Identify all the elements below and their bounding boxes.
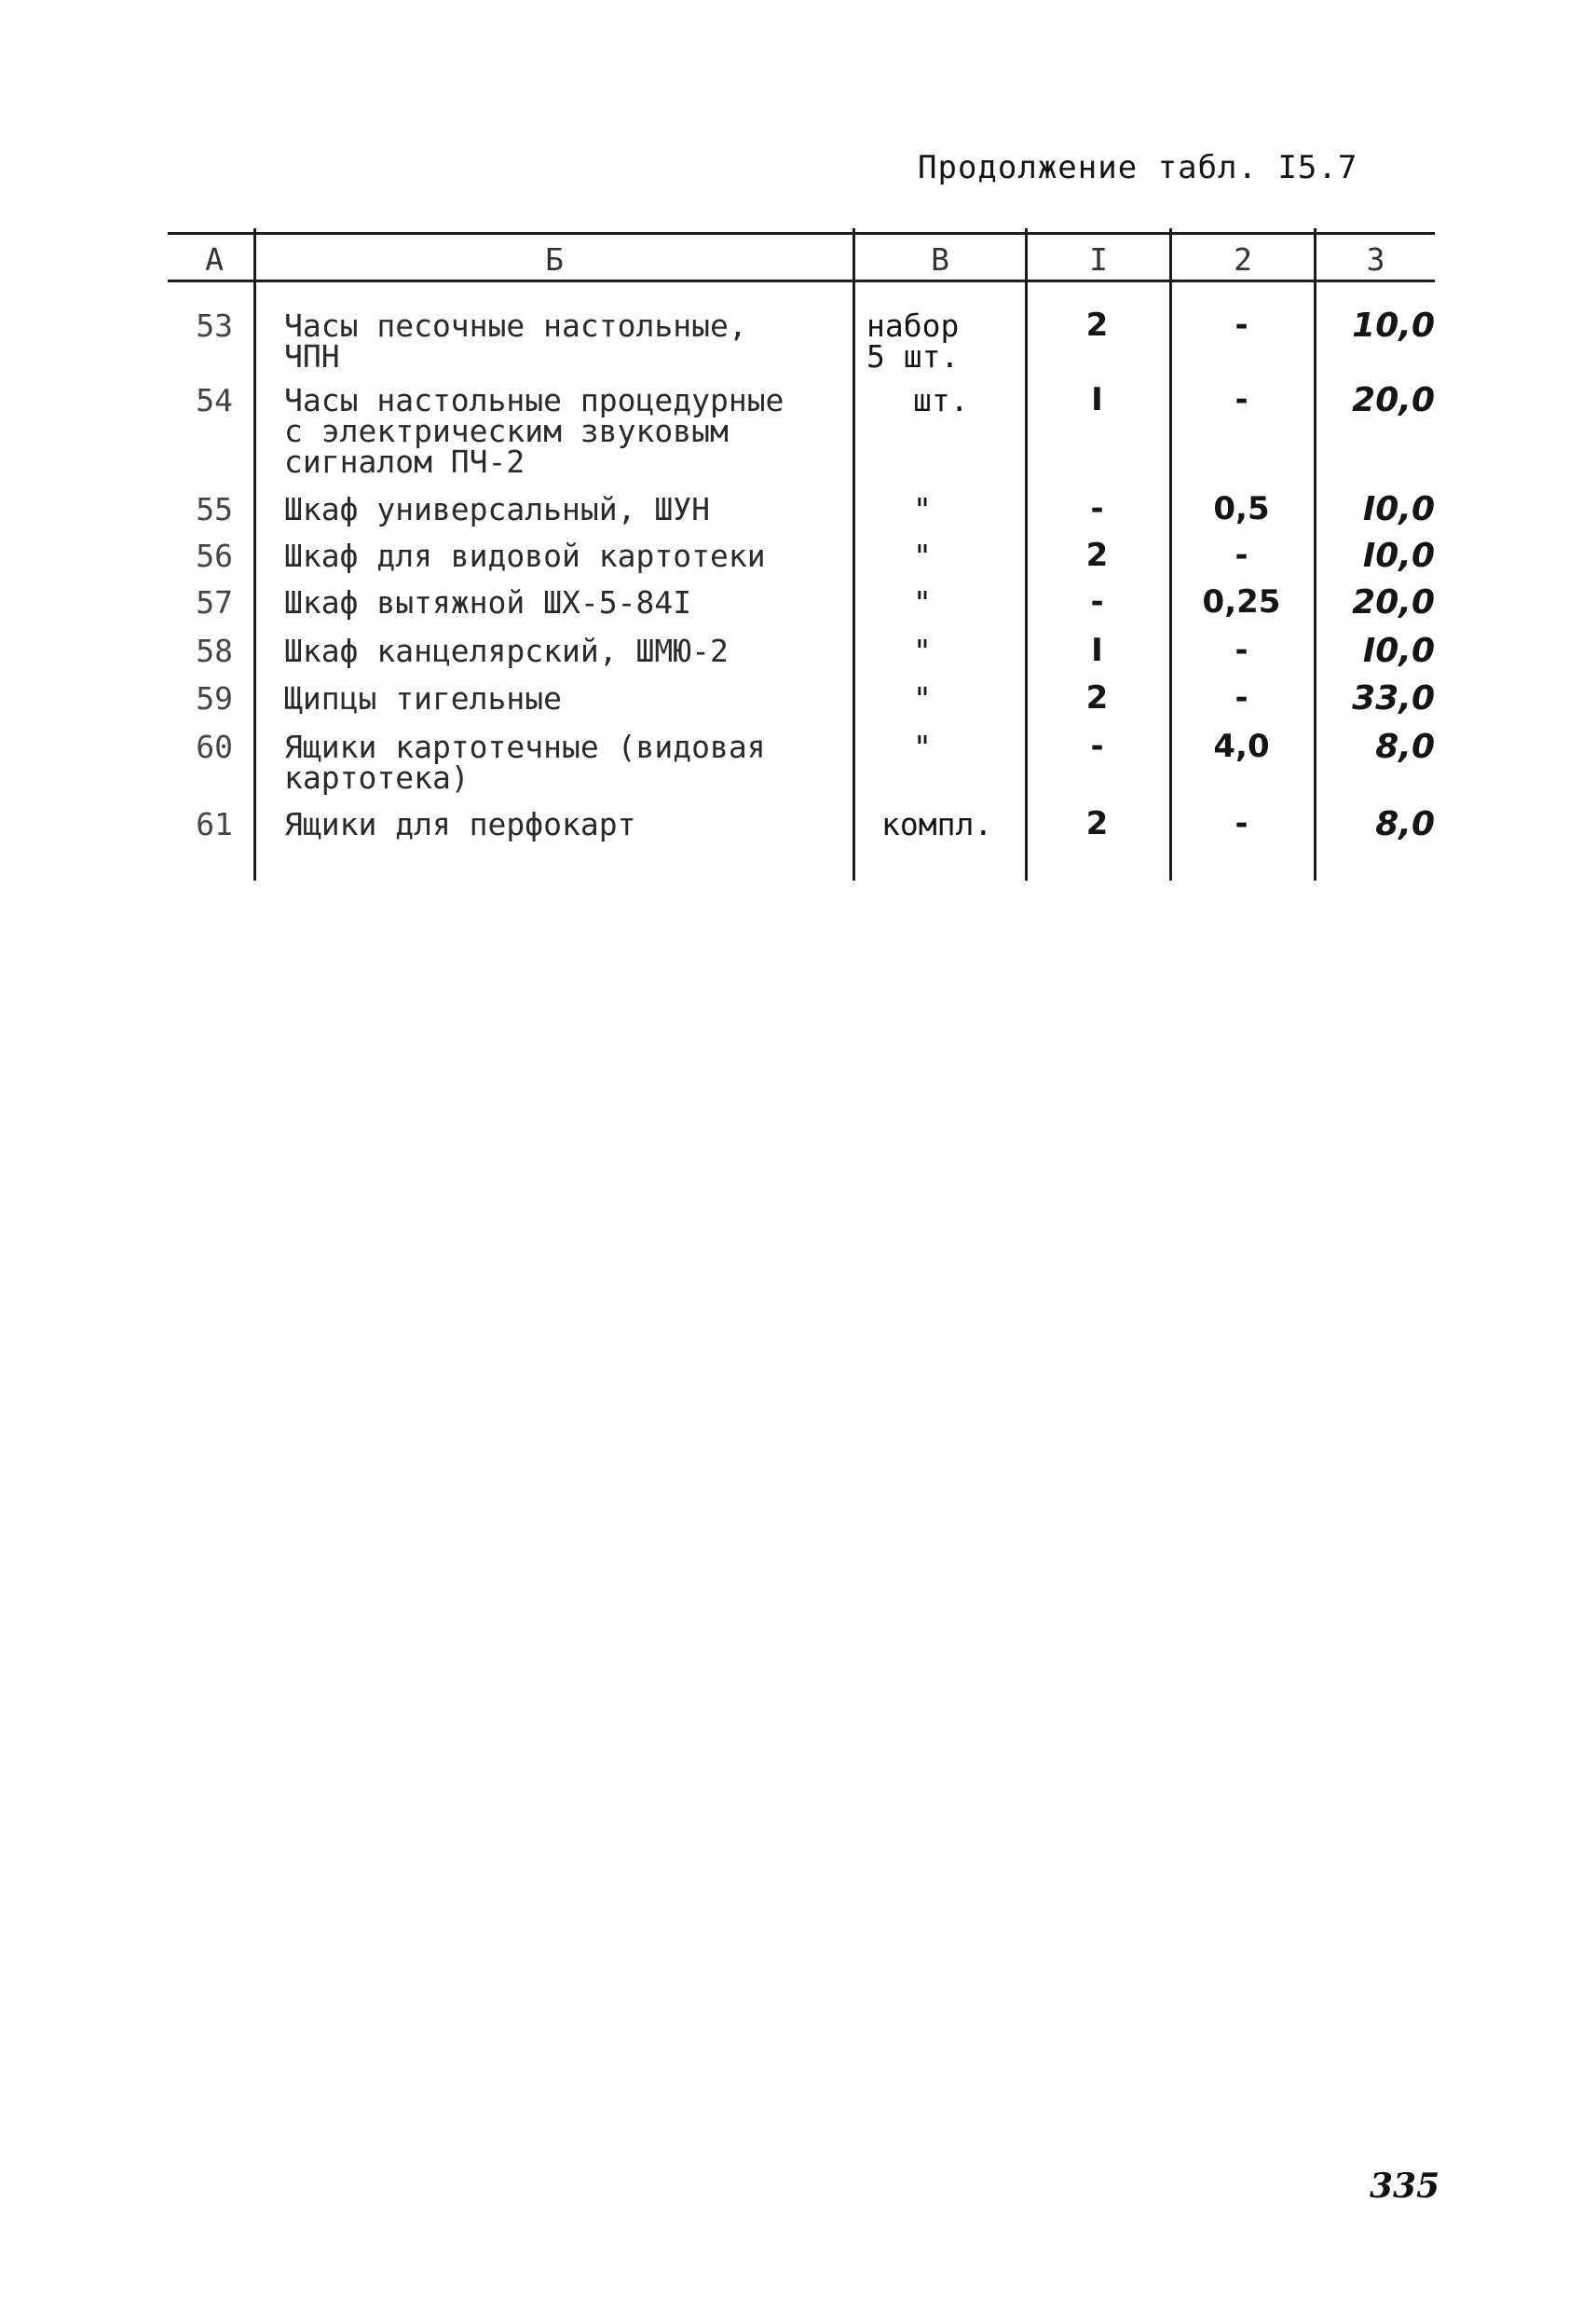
value-col-1: 2 xyxy=(1085,679,1109,717)
header-v: В xyxy=(931,241,949,278)
value-col-1: I xyxy=(1091,632,1103,669)
table-top-rule xyxy=(168,232,1435,235)
header-a: А xyxy=(205,241,224,278)
value-col-2: - xyxy=(1235,381,1248,418)
table-caption: Продолжение табл. I5.7 xyxy=(918,149,1358,186)
page-number: 335 xyxy=(1370,2167,1440,2206)
value-col-1: 2 xyxy=(1085,805,1109,842)
unit: шт. xyxy=(913,382,969,418)
value-col-2: - xyxy=(1235,632,1248,669)
value-col-2: 4,0 xyxy=(1213,728,1270,765)
row-number: 53 xyxy=(196,308,233,344)
value-col-2: - xyxy=(1235,679,1248,717)
row-number: 55 xyxy=(196,491,233,527)
unit: " xyxy=(913,538,932,574)
value-col-2: 0,5 xyxy=(1213,490,1270,527)
unit: " xyxy=(913,729,932,765)
row-number: 54 xyxy=(196,382,233,418)
item-name: Шкаф для видовой картотеки xyxy=(284,538,766,574)
value-col-3: 10,0 xyxy=(1352,307,1435,345)
row-number: 59 xyxy=(196,680,233,717)
item-name: Шкаф вытяжной ШХ-5-84I xyxy=(284,584,692,621)
value-col-2: 0,25 xyxy=(1202,583,1281,621)
row-number: 58 xyxy=(196,633,233,669)
unit: " xyxy=(913,491,932,527)
value-col-1: - xyxy=(1090,490,1104,527)
value-col-2: - xyxy=(1235,307,1248,344)
unit: " xyxy=(913,680,932,717)
value-col-3: 8,0 xyxy=(1375,805,1435,843)
column-divider xyxy=(253,228,256,881)
value-col-3: 20,0 xyxy=(1352,583,1435,622)
value-col-3: 8,0 xyxy=(1375,728,1435,766)
value-col-3: I0,0 xyxy=(1362,490,1435,528)
value-col-2: - xyxy=(1235,805,1248,842)
header-1: I xyxy=(1089,241,1108,278)
value-col-1: 2 xyxy=(1085,307,1109,344)
unit: " xyxy=(913,584,932,621)
value-col-2: - xyxy=(1235,537,1248,574)
item-name: Ящики картотечные (видовая картотека) xyxy=(284,729,766,796)
value-col-3: 33,0 xyxy=(1352,679,1435,718)
row-number: 60 xyxy=(196,729,233,765)
row-number: 57 xyxy=(196,584,233,621)
item-name: Шкаф универсальный, ШУН xyxy=(284,491,710,527)
item-name: Часы песочные настольные, ЧПН xyxy=(284,308,747,375)
header-b: Б xyxy=(545,241,564,278)
value-col-3: I0,0 xyxy=(1362,537,1435,575)
unit: компл. xyxy=(881,806,993,842)
row-number: 61 xyxy=(196,806,233,842)
item-name: Щипцы тигельные xyxy=(284,680,563,717)
unit: " xyxy=(913,633,932,669)
value-col-3: 20,0 xyxy=(1352,381,1435,419)
column-divider xyxy=(853,228,855,881)
unit: набор 5 шт. xyxy=(866,308,960,375)
header-3: 3 xyxy=(1366,241,1385,278)
item-name: Ящики для перфокарт xyxy=(284,806,636,842)
header-bottom-rule xyxy=(168,280,1435,282)
item-name: Шкаф канцелярский, ШМЮ-2 xyxy=(284,633,729,669)
value-col-1: I xyxy=(1091,381,1103,418)
header-2: 2 xyxy=(1234,241,1252,278)
item-name: Часы настольные процедурные с электрическим звуковым сигналом ПЧ-2 xyxy=(284,382,784,480)
value-col-3: I0,0 xyxy=(1362,632,1435,670)
row-number: 56 xyxy=(196,538,233,574)
value-col-1: - xyxy=(1090,728,1104,765)
value-col-1: 2 xyxy=(1085,537,1109,574)
value-col-1: - xyxy=(1090,583,1104,621)
